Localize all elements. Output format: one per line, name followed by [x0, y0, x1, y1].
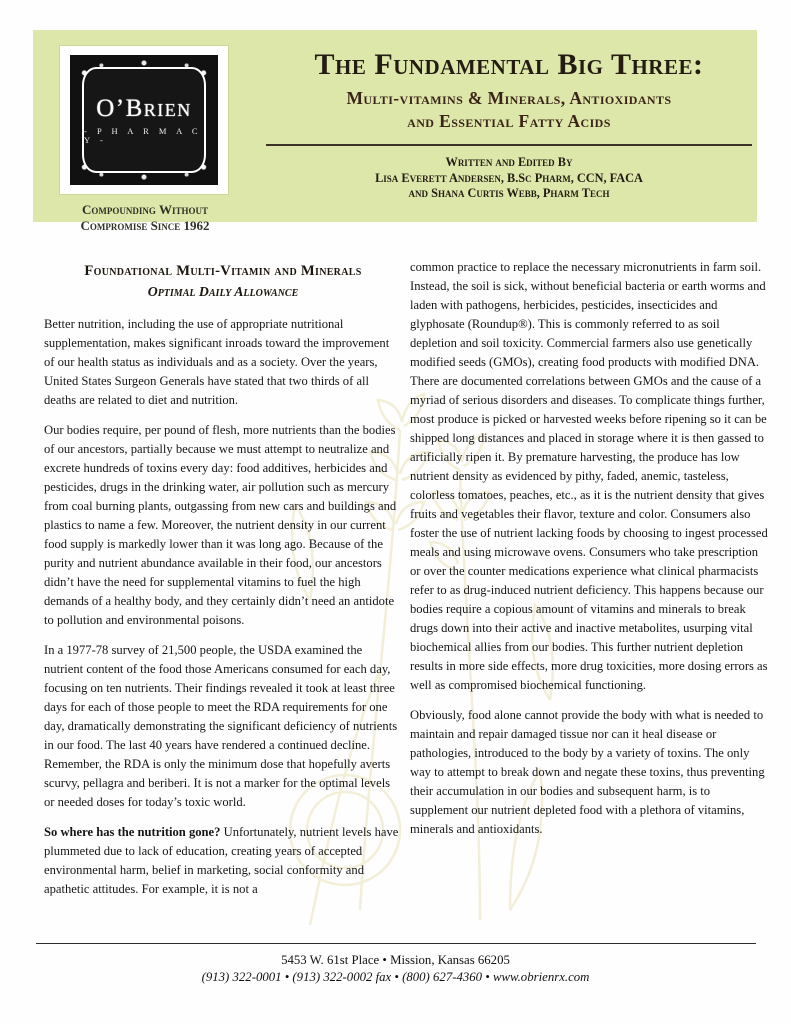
right-column [410, 258, 768, 850]
lead-paragraph-rest: Unfortunately, nutrient levels have plummeted due to lack of education, creating years of accepted environmental harm, belief in marketing, social conformity and apathetic attitudes. For example, it is not a [44, 825, 399, 896]
title-block [261, 48, 757, 202]
left-column [44, 258, 402, 910]
byline-line1: Written and Edited By [445, 155, 573, 169]
document-subtitle [261, 87, 757, 133]
section-subheading: Optimal Daily Allowance [147, 284, 299, 299]
title-divider-rule [266, 144, 752, 146]
byline [261, 155, 757, 202]
paragraph-where-has-nutrition-gone [44, 823, 402, 899]
paragraph-our-bodies-require: Our bodies require, per pound of flesh, more nutrients than the bodies of our ancestors, partially because we must attempt to neutralize and excrete hundreds of toxins every day: food additives, herbicides and pesticides, drugs in the drinking water, air pollution such as mercury from coal burning plants, outgassing from new cars and buildings and plastics to name a few. Moreover, the nutrient density in our current food supply is markedly lower than it was long ago. Because of the purity and nutrient abundance available in their food, our ancestors didn’t have the need for supplemental vitamins to fuel the high demands of a healthy body, and they certainly didn’t need an antidote to pollution and environmental poisons. [44, 423, 397, 627]
masthead [33, 30, 757, 233]
tagline-line2: Compromise Since 1962 [80, 218, 210, 233]
subtitle-line1: Multi-vitamins & Minerals, Antioxidants [346, 88, 672, 108]
logo-tagline [39, 202, 251, 234]
paragraph-soil-depletion: common practice to replace the necessary micronutrients in farm soil. Instead, the soil is sick, without beneficial bacteria or earth worms and laden with pathogens, herbicides, pesticides, insecticides and glyphosate (Roundup®). This is commonly referred to as soil depletion and soil toxicity. Commercial farmers also use genetically modified seeds (GMOs), creating food products with modified DNA. There are documented correlations between GMOs and the cause of a myriad of serious disorders and diseases. To complicate things further, most produce is picked or harvested weeks before ripening so it can be shipped long distances and placed in storage where it is then gassed to artificially ripen it. By premature harvesting, the produce has low nutrient density as evidenced by pithy, faded, anemic, tasteless, colorless tomatoes, peaches, etc., as it is the nutrient density that gives fruits and vegetables their flavor, texture and color. Consumers also foster the use of nutrient lacking foods by choosing to ingest processed meals and using microwave ovens. Consumers who take prescription or over the counter medications experience what clinical pharmacists refer to as drug-induced nutrient deficiency. This happens because our bodies require a copious amount of vitamins and minerals to break drugs down into their active and inactive metabolites, usurping vital biochemical allies from our bodies. This further nutrient depletion results in more side effects, more drug toxicities, more dosing errors as well as compromised biochemical functioning. [410, 260, 768, 692]
logo-pharmacy-text: - P H A R M A C Y - [84, 126, 202, 145]
byline-line3: and Shana Curtis Webb, Pharm Tech [408, 186, 610, 200]
paragraph-food-alone: Obviously, food alone cannot provide the body with what is needed to maintain and repair damaged tissue nor can it heal disease or pathologies, introduced to the body by a variety of toxins. The only way to attempt to break down and negate these toxins, thus preventing their accumulation in our bodies and subsequent harm, is to supplement our nutrient depleted food with a plethora of vitamins, minerals and antioxidants. [410, 708, 765, 836]
paragraph-usda-survey: In a 1977-78 survey of 21,500 people, the USDA examined the nutrient content of the food those Americans consumed for each day, focusing on ten nutrients. Their findings revealed it took at least three days for each of those people to meet the RDA requirements for one day, dramatically demonstrating the significant deficiency of nutrients in our food. The last 40 years have rendered a continued decline. Remember, the RDA is only the minimum dose that hopefully averts scurvy, pellagra and beriberi. It is not a marker for the optimal levels or needed doses for today’s toxic world. [44, 643, 398, 809]
byline-line2: Lisa Everett Andersen, B.Sc Pharm, CCN, FACA [375, 170, 643, 185]
logo-plaque-center [82, 67, 206, 173]
tagline-line1: Compounding Without [82, 202, 208, 217]
footer-contacts: (913) 322-0001 • (913) 322-0002 fax • (800) 627-4360 • www.obrienrx.com [201, 970, 590, 984]
logo-name-text: O’Brien [96, 95, 192, 122]
footer-address: 5453 W. 61st Place • Mission, Kansas 66205 [281, 953, 510, 967]
document-title: The Fundamental Big Three: [314, 48, 704, 81]
paragraph-better-nutrition: Better nutrition, including the use of appropriate nutritional supplementation, makes significant inroads toward the improvement of our health status as individuals and as a society. Over the years, United States Surgeon Generals have stated that two thirds of all deaths are related to diet and nutrition. [44, 317, 390, 407]
footer [0, 952, 791, 986]
bold-lead-question: So where has the nutrition gone? [44, 825, 221, 839]
pharmacy-logo [60, 46, 228, 194]
footer-divider-rule [36, 943, 756, 944]
subtitle-line2: and Essential Fatty Acids [407, 111, 611, 131]
section-heading: Foundational Multi-Vitamin and Minerals [84, 263, 362, 279]
logo-ornate-frame [70, 55, 218, 185]
